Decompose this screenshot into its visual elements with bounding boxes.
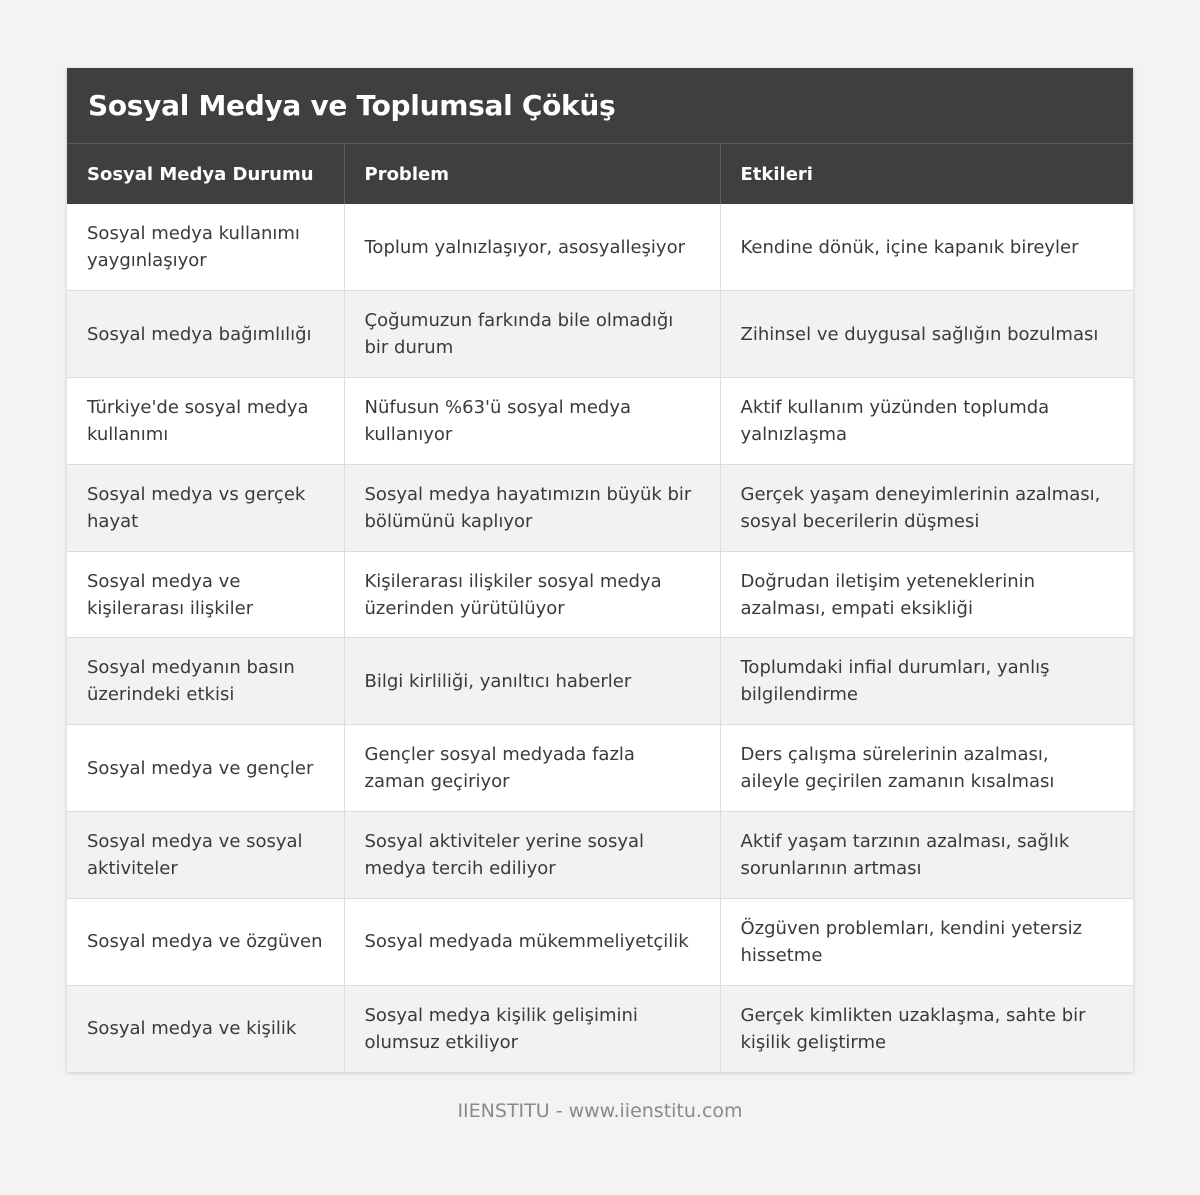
- column-header-durum: Sosyal Medya Durumu: [67, 144, 344, 204]
- cell-durum: Sosyal medya ve kişilerarası ilişkiler: [67, 551, 344, 638]
- table-row: [67, 291, 1133, 378]
- cell-problem: Toplum yalnızlaşıyor, asosyalleşiyor: [344, 204, 720, 291]
- table-row: [67, 204, 1133, 291]
- cell-etkileri: Ders çalışma sürelerinin azalması, aileyle geçirilen zamanın kısalması: [720, 725, 1133, 812]
- cell-etkileri: Aktif kullanım yüzünden toplumda yalnızlaşma: [720, 378, 1133, 465]
- cell-problem: Çoğumuzun farkında bile olmadığı bir durum: [344, 291, 720, 378]
- cell-problem: Kişilerarası ilişkiler sosyal medya üzerinden yürütülüyor: [344, 551, 720, 638]
- table-row: [67, 985, 1133, 1072]
- cell-problem: Sosyal aktiviteler yerine sosyal medya tercih ediliyor: [344, 812, 720, 899]
- table-title: Sosyal Medya ve Toplumsal Çöküş: [88, 89, 616, 122]
- table-title-bar: [67, 68, 1133, 144]
- cell-durum: Sosyal medya kullanımı yaygınlaşıyor: [67, 204, 344, 291]
- cell-problem: Bilgi kirliliği, yanıltıcı haberler: [344, 638, 720, 725]
- data-table: [67, 144, 1133, 1072]
- table-row: [67, 638, 1133, 725]
- cell-durum: Sosyal medyanın basın üzerindeki etkisi: [67, 638, 344, 725]
- cell-etkileri: Kendine dönük, içine kapanık bireyler: [720, 204, 1133, 291]
- cell-etkileri: Gerçek yaşam deneyimlerinin azalması, sosyal becerilerin düşmesi: [720, 464, 1133, 551]
- cell-durum: Sosyal medya ve kişilik: [67, 985, 344, 1072]
- table-header: [67, 144, 1133, 204]
- cell-etkileri: Özgüven problemları, kendini yetersiz hissetme: [720, 898, 1133, 985]
- table-row: [67, 378, 1133, 465]
- cell-problem: Sosyal medya hayatımızın büyük bir bölümünü kaplıyor: [344, 464, 720, 551]
- table-row: [67, 464, 1133, 551]
- header-row: [67, 144, 1133, 204]
- table-row: [67, 551, 1133, 638]
- cell-problem: Sosyal medya kişilik gelişimini olumsuz etkiliyor: [344, 985, 720, 1072]
- cell-problem: Nüfusun %63'ü sosyal medya kullanıyor: [344, 378, 720, 465]
- table-card: [67, 68, 1133, 1072]
- table-row: [67, 898, 1133, 985]
- cell-durum: Sosyal medya ve sosyal aktiviteler: [67, 812, 344, 899]
- cell-durum: Sosyal medya vs gerçek hayat: [67, 464, 344, 551]
- cell-durum: Türkiye'de sosyal medya kullanımı: [67, 378, 344, 465]
- cell-durum: Sosyal medya ve gençler: [67, 725, 344, 812]
- footer-credit: IIENSTITU - www.iienstitu.com: [457, 1100, 743, 1122]
- cell-etkileri: Doğrudan iletişim yeteneklerinin azalması, empati eksikliği: [720, 551, 1133, 638]
- cell-durum: Sosyal medya bağımlılığı: [67, 291, 344, 378]
- cell-durum: Sosyal medya ve özgüven: [67, 898, 344, 985]
- table-row: [67, 812, 1133, 899]
- cell-etkileri: Aktif yaşam tarzının azalması, sağlık sorunlarının artması: [720, 812, 1133, 899]
- column-header-problem: Problem: [344, 144, 720, 204]
- table-row: [67, 725, 1133, 812]
- cell-etkileri: Gerçek kimlikten uzaklaşma, sahte bir kişilik geliştirme: [720, 985, 1133, 1072]
- table-body: [67, 204, 1133, 1072]
- cell-etkileri: Toplumdaki infial durumları, yanlış bilgilendirme: [720, 638, 1133, 725]
- column-header-etkileri: Etkileri: [720, 144, 1133, 204]
- cell-etkileri: Zihinsel ve duygusal sağlığın bozulması: [720, 291, 1133, 378]
- cell-problem: Sosyal medyada mükemmeliyetçilik: [344, 898, 720, 985]
- cell-problem: Gençler sosyal medyada fazla zaman geçiriyor: [344, 725, 720, 812]
